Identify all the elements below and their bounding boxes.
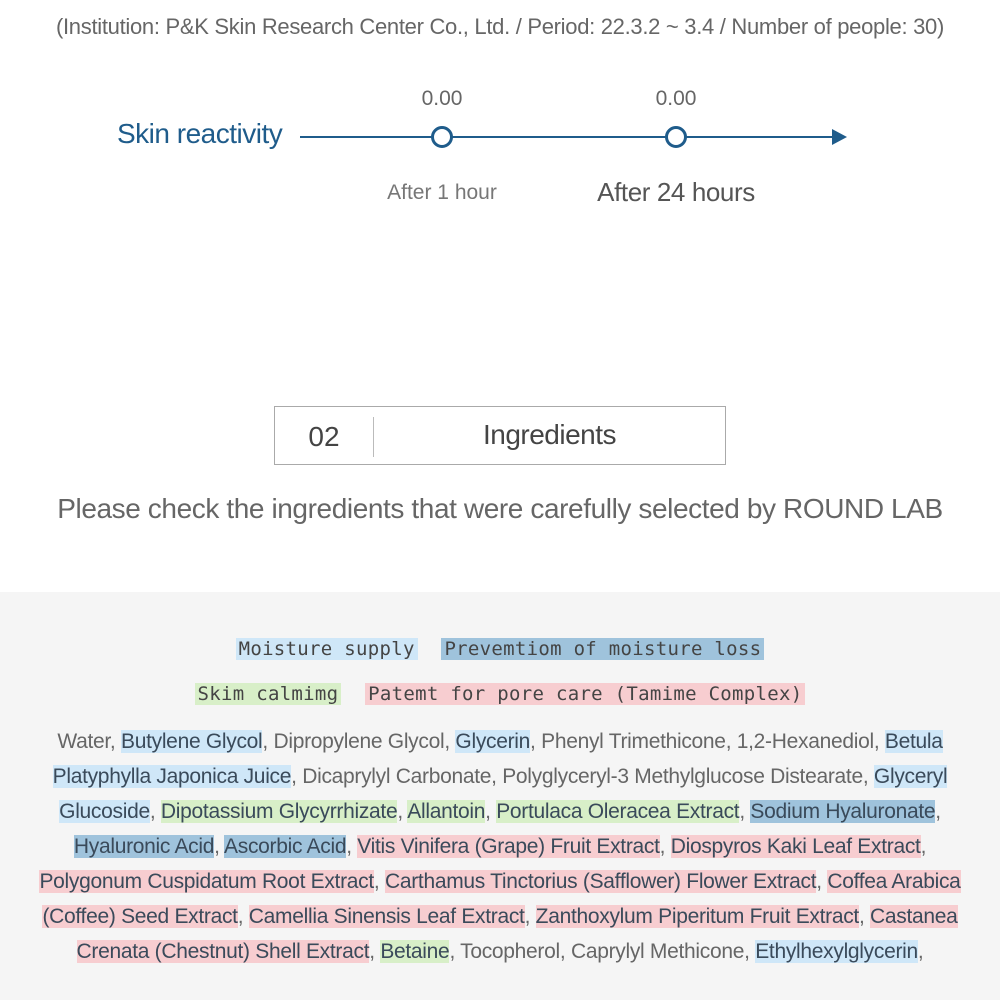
ingredient-item: Polyglyceryl-3 Methylglucose Distearate — [502, 765, 863, 788]
ingredient-item: Betaine — [380, 940, 450, 963]
legend-skin-calming: Skim calmimg — [195, 683, 342, 705]
legend-prevention-moisture-loss: Prevemtiom of moisture loss — [441, 638, 764, 660]
reactivity-value-24h: 0.00 — [655, 87, 697, 110]
section-subtitle: Please check the ingredients that were carefully selected by ROUND LAB — [57, 493, 943, 524]
section-title: Ingredients — [482, 419, 617, 450]
legend-row — [0, 683, 1000, 705]
ingredient-item: Betula Platyphylla Japonica Juice — [52, 730, 943, 788]
legend-row — [0, 638, 1000, 660]
ingredient-item: Dipotassium Glycyrrhizate — [160, 800, 398, 823]
ingredient-item: Water — [57, 730, 110, 753]
ingredient-item: Dicaprylyl Carbonate — [302, 765, 492, 788]
ingredient-item: Phenyl Trimethicone — [541, 730, 726, 753]
ingredient-item: Camellia Sinensis Leaf Extract — [248, 905, 525, 928]
timeline-point-1h — [431, 126, 453, 148]
ingredient-item: Allantoin — [407, 800, 486, 823]
timeline-line — [300, 136, 835, 138]
legend-pore-care: Patemt for pore care (Tamime Complex) — [365, 683, 805, 705]
ingredient-item: Zanthoxylum Piperitum Fruit Extract — [535, 905, 859, 928]
time-label-1h: After 1 hour — [387, 181, 497, 204]
ingredients-panel — [0, 592, 1000, 1000]
ingredient-item: Sodium Hyaluronate — [750, 800, 936, 823]
ingredient-item: Hyaluronic Acid — [73, 835, 215, 858]
skin-reactivity-label: Skin reactivity — [117, 118, 283, 149]
section-header — [274, 406, 726, 465]
legend-moisture-supply: Moisture supply — [236, 638, 418, 660]
study-info-caption: (Institution: P&K Skin Research Center Co., Ltd. / Period: 22.3.2 ~ 3.4 / Number of people: 30) — [55, 14, 945, 39]
ingredient-item: Vitis Vinifera (Grape) Fruit Extract — [357, 835, 660, 858]
ingredient-item: Caprylyl Methicone — [570, 940, 745, 963]
ingredient-item: Ethylhexylglycerin — [755, 940, 918, 963]
ingredient-item: Glycerin — [455, 730, 531, 753]
ingredient-item: Glyceryl Glucoside — [59, 765, 948, 823]
time-label-24h: After 24 hours — [597, 177, 755, 207]
ingredient-item: Dipropylene Glycol — [273, 730, 445, 753]
ingredient-item: Castanea Crenata (Chestnut) Shell Extract — [76, 905, 958, 963]
arrow-right-icon — [832, 129, 847, 145]
ingredient-item: Tocopherol — [460, 940, 560, 963]
ingredient-item: 1,2-Hexanediol — [736, 730, 874, 753]
ingredient-item: Carthamus Tinctorius (Safflower) Flower Extract — [384, 870, 817, 893]
skin-reactivity-timeline — [0, 0, 1000, 260]
timeline-point-24h — [665, 126, 687, 148]
ingredient-item: Ascorbic Acid — [224, 835, 347, 858]
ingredient-item: Portulaca Oleracea Extract — [496, 800, 740, 823]
reactivity-value-1h: 0.00 — [421, 87, 463, 110]
ingredient-item: Coffea Arabica (Coffee) Seed Extract — [42, 870, 961, 928]
ingredient-item: Polygonum Cuspidatum Root Extract — [39, 870, 374, 893]
ingredient-list: Water, Butylene Glycol, Dipropylene Glycol, Glycerin, Phenyl Trimethicone, 1,2-Hexanediol, Betula Platyphylla Japonica Juice, Dicaprylyl Carbonate, Polyglyceryl-3 Methylglucose Distearate, Glyceryl Glucoside, Dipotassium Glycyrrhizate, Allantoin, Portulaca Oleracea Extract, Sodium Hyaluronate, Hyaluronic Acid, Ascorbic Acid, Vitis Vinifera (Grape) Fruit Extract, Diospyros Kaki Leaf Extract, Polygonum Cuspidatum Root Extract, Carthamus Tinctorius (Safflower) Flower Extract, Coffea Arabica (Coffee) Seed Extract, Camellia Sinensis Leaf Extract, Zanthoxylum Piperitum Fruit Extract, Castanea Crenata (Chestnut) Shell Extract, Betaine, Tocopherol, Caprylyl Methicone, Ethylhexylglycerin, — [39, 730, 961, 963]
ingredient-item: Butylene Glycol — [121, 730, 263, 753]
ingredient-item: Diospyros Kaki Leaf Extract — [670, 835, 921, 858]
section-number: 02 — [308, 421, 340, 452]
